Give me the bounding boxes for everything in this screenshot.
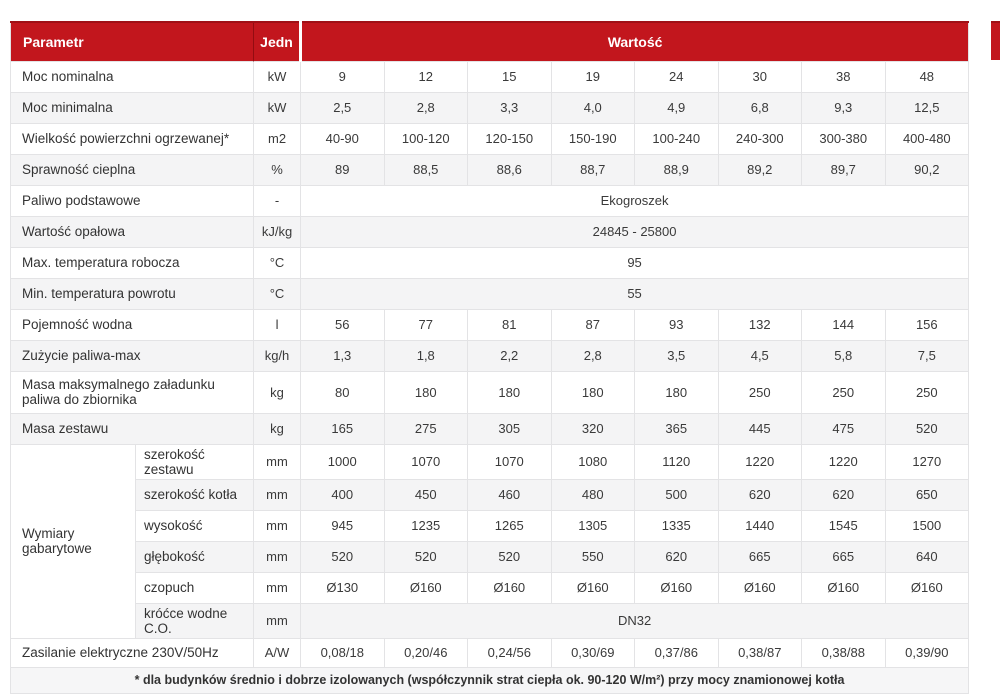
value-cell: 9,3 [802,92,886,123]
param-cell: Wielkość powierzchni ogrzewanej* [11,123,254,154]
param-cell: Moc minimalna [11,92,254,123]
value-cell: 180 [384,371,468,413]
unit-cell: kW [254,92,301,123]
value-cell: 1265 [468,510,552,541]
table-row [11,510,969,541]
value-cell: 400 [301,479,385,510]
value-cell: 89,7 [802,154,886,185]
value-cell: 1070 [468,444,552,479]
value-cell: 1270 [885,444,969,479]
value-cell: 30 [718,61,802,92]
value-cell: 88,6 [468,154,552,185]
value-cell: 3,5 [635,340,719,371]
unit-cell: mm [254,479,301,510]
value-cell: 81 [468,309,552,340]
value-span-cell: DN32 [301,603,969,638]
value-span-cell: Ekogroszek [301,185,969,216]
value-cell: 250 [885,371,969,413]
table-row [11,123,969,154]
value-cell: 150-190 [551,123,635,154]
unit-cell: l [254,309,301,340]
value-cell: 12 [384,61,468,92]
value-cell: 0,38/87 [718,638,802,667]
value-cell: 250 [718,371,802,413]
value-cell: Ø160 [802,572,886,603]
value-cell: Ø160 [718,572,802,603]
param-cell: Sprawność cieplna [11,154,254,185]
value-cell: 80 [301,371,385,413]
param-cell: Zużycie paliwa-max [11,340,254,371]
value-cell: 1440 [718,510,802,541]
param-cell: Zasilanie elektryczne 230V/50Hz [11,638,254,667]
value-cell: 38 [802,61,886,92]
value-cell: 6,8 [718,92,802,123]
value-cell: 300-380 [802,123,886,154]
table-row [11,309,969,340]
table-row [11,340,969,371]
value-cell: 1235 [384,510,468,541]
value-cell: 1305 [551,510,635,541]
value-cell: 2,8 [384,92,468,123]
param-cell: szerokość kotła [136,479,254,510]
value-cell: 0,08/18 [301,638,385,667]
value-cell: 77 [384,309,468,340]
unit-cell: mm [254,541,301,572]
value-cell: 650 [885,479,969,510]
unit-cell: kJ/kg [254,216,301,247]
value-cell: 620 [802,479,886,510]
table-row [11,541,969,572]
value-cell: 1120 [635,444,719,479]
value-cell: 0,39/90 [885,638,969,667]
value-cell: 3,3 [468,92,552,123]
table-row [11,413,969,444]
table-row [11,572,969,603]
param-cell: szerokość zestawu [136,444,254,479]
value-cell: 180 [551,371,635,413]
header-row [11,22,969,61]
value-cell: 2,8 [551,340,635,371]
unit-cell: kW [254,61,301,92]
unit-cell: kg/h [254,340,301,371]
unit-cell: kg [254,413,301,444]
value-cell: 4,5 [718,340,802,371]
value-cell: 1070 [384,444,468,479]
value-cell: 640 [885,541,969,572]
param-cell: króćce wodne C.O. [136,603,254,638]
table-row [11,479,969,510]
unit-cell: - [254,185,301,216]
value-cell: 520 [885,413,969,444]
param-cell: głębokość [136,541,254,572]
table-row [11,638,969,667]
value-cell: 180 [635,371,719,413]
value-cell: 1220 [718,444,802,479]
value-cell: 5,8 [802,340,886,371]
param-cell: Max. temperatura robocza [11,247,254,278]
param-cell: Min. temperatura powrotu [11,278,254,309]
param-cell: wysokość [136,510,254,541]
value-cell: 665 [718,541,802,572]
table-row [11,371,969,413]
value-cell: 1,8 [384,340,468,371]
unit-cell: m2 [254,123,301,154]
value-cell: Ø130 [301,572,385,603]
value-cell: 15 [468,61,552,92]
value-cell: 0,24/56 [468,638,552,667]
value-cell: 87 [551,309,635,340]
value-cell: 88,7 [551,154,635,185]
value-cell: 90,2 [885,154,969,185]
param-cell: Moc nominalna [11,61,254,92]
value-cell: 275 [384,413,468,444]
value-cell: 1335 [635,510,719,541]
value-cell: 480 [551,479,635,510]
value-cell: 88,9 [635,154,719,185]
param-cell: Masa zestawu [11,413,254,444]
value-cell: 1080 [551,444,635,479]
value-cell: Ø160 [384,572,468,603]
value-cell: 305 [468,413,552,444]
value-cell: 475 [802,413,886,444]
value-cell: Ø160 [885,572,969,603]
value-cell: 400-480 [885,123,969,154]
value-cell: Ø160 [635,572,719,603]
value-cell: 620 [635,541,719,572]
value-cell: 48 [885,61,969,92]
param-cell: Paliwo podstawowe [11,185,254,216]
value-cell: 550 [551,541,635,572]
value-cell: 24 [635,61,719,92]
value-span-cell: 95 [301,247,969,278]
value-cell: 4,9 [635,92,719,123]
value-cell: 1000 [301,444,385,479]
value-cell: 1545 [802,510,886,541]
value-cell: Ø160 [551,572,635,603]
value-cell: 2,5 [301,92,385,123]
header-jedn: Jedn [254,22,301,61]
value-cell: 100-240 [635,123,719,154]
footnote-row [11,667,969,693]
value-cell: 0,20/46 [384,638,468,667]
value-cell: 4,0 [551,92,635,123]
table-row [11,603,969,638]
value-cell: 156 [885,309,969,340]
unit-cell: °C [254,247,301,278]
unit-cell: A/W [254,638,301,667]
value-cell: Ø160 [468,572,552,603]
value-cell: 180 [468,371,552,413]
group-cell: Wymiary gabarytowe [11,444,136,638]
value-cell: 450 [384,479,468,510]
header-wartosc: Wartość [301,22,969,61]
unit-cell: mm [254,572,301,603]
table-row [11,154,969,185]
value-cell: 1500 [885,510,969,541]
value-cell: 9 [301,61,385,92]
table-row [11,278,969,309]
table-row [11,247,969,278]
value-cell: 240-300 [718,123,802,154]
value-cell: 89,2 [718,154,802,185]
table-header [11,22,969,61]
value-cell: 945 [301,510,385,541]
table-body [11,61,969,667]
value-cell: 250 [802,371,886,413]
unit-cell: mm [254,603,301,638]
value-cell: 520 [301,541,385,572]
param-cell: Pojemność wodna [11,309,254,340]
param-cell: Masa maksymalnego załadunku paliwa do zbiornika [11,371,254,413]
unit-cell: °C [254,278,301,309]
table-row [11,61,969,92]
value-cell: 120-150 [468,123,552,154]
value-cell: 500 [635,479,719,510]
value-cell: 1220 [802,444,886,479]
table-row [11,216,969,247]
value-cell: 89 [301,154,385,185]
value-cell: 320 [551,413,635,444]
table-row [11,444,969,479]
value-cell: 665 [802,541,886,572]
param-cell: czopuch [136,572,254,603]
value-cell: 7,5 [885,340,969,371]
value-cell: 0,38/88 [802,638,886,667]
value-cell: 620 [718,479,802,510]
header-parametr: Parametr [11,22,254,61]
value-cell: 132 [718,309,802,340]
value-cell: 100-120 [384,123,468,154]
unit-cell: % [254,154,301,185]
boiler-spec-table-container [10,21,968,694]
value-cell: 93 [635,309,719,340]
value-cell: 0,37/86 [635,638,719,667]
unit-cell: mm [254,510,301,541]
boiler-spec-table [10,21,969,694]
value-cell: 520 [384,541,468,572]
value-cell: 165 [301,413,385,444]
value-cell: 445 [718,413,802,444]
footnote: * dla budynków średnio i dobrze izolowanych (współczynnik strat ciepła ok. 90-120 W/m²) przy mocy znamionowej kotła [11,667,969,693]
param-cell: Wartość opałowa [11,216,254,247]
value-cell: 12,5 [885,92,969,123]
value-cell: 144 [802,309,886,340]
value-span-cell: 55 [301,278,969,309]
value-cell: 0,30/69 [551,638,635,667]
value-cell: 1,3 [301,340,385,371]
table-row [11,92,969,123]
value-cell: 520 [468,541,552,572]
table-footer [11,667,969,693]
unit-cell: kg [254,371,301,413]
value-cell: 365 [635,413,719,444]
value-cell: 40-90 [301,123,385,154]
unit-cell: mm [254,444,301,479]
value-cell: 56 [301,309,385,340]
value-cell: 19 [551,61,635,92]
value-span-cell: 24845 - 25800 [301,216,969,247]
value-cell: 88,5 [384,154,468,185]
value-cell: 460 [468,479,552,510]
table-row [11,185,969,216]
value-cell: 2,2 [468,340,552,371]
cutoff-adjacent-header-sliver [991,21,1000,60]
